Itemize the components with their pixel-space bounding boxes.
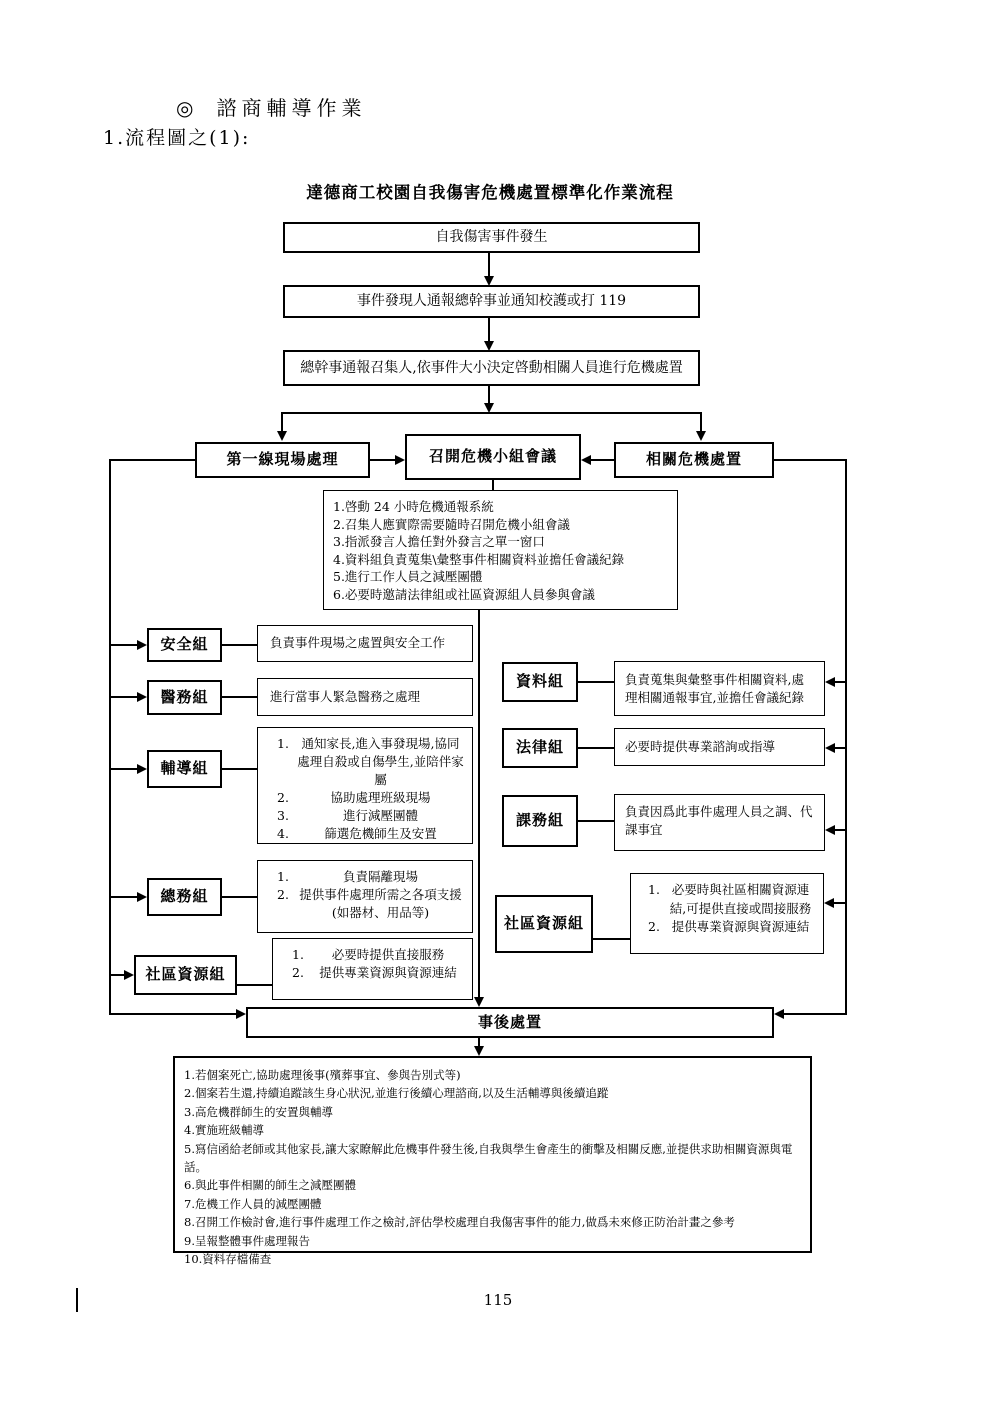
list-item-text: 提供專業資源與資源連結 [319, 965, 457, 980]
list-item [262, 825, 468, 843]
aftermath-item: 3.高危機群師生的安置與輔導 [184, 1104, 333, 1119]
list-item-number: 1. [292, 947, 304, 962]
meeting-tasks-box [323, 490, 678, 610]
group-desc-medical [257, 678, 473, 716]
arrow-right-icon [395, 455, 405, 465]
aftermath-item: 2.個案若生還,持續追蹤該生身心狀況,並進行後續心理諮商,以及生活輔導與後續追蹤 [184, 1086, 609, 1101]
group-desc-community-right [630, 873, 824, 954]
arrow-down-icon [696, 431, 706, 441]
list-item-text: 協助處理班級現場 [330, 790, 431, 805]
group-label: 安全組 [160, 635, 209, 654]
section-header [176, 92, 366, 121]
connector-line [834, 829, 846, 831]
arrow-left-icon [825, 677, 835, 687]
flow-step-label: 自我傷害事件發生 [435, 229, 548, 246]
flowchart-title: 達德商工校園自我傷害危機處置標準化作業流程 [306, 183, 674, 202]
meeting-task-item: 6.必要時邀請法律組或社區資源組人員參與會議 [333, 586, 595, 602]
arrow-down-icon [474, 1046, 484, 1056]
section-marker-icon: ◎ [176, 96, 199, 120]
numbered-list [258, 728, 472, 850]
list-item-text: 提供專業資源與資源連結 [671, 919, 810, 934]
flow-step-label: 事件發現人通報總幹事並通知校護或打 119 [356, 293, 627, 310]
group-box-counseling [147, 750, 222, 788]
aftermath-item: 8.召開工作檢討會,進行事件處理工作之檢討,評估學校處理自我傷害事件的能力,做爲未來修正防治計畫之參考 [184, 1215, 735, 1230]
connector-line [492, 480, 494, 490]
list-item-number: 1. [277, 736, 289, 751]
aftermath-item: 5.寫信函給老師或其他家長,讓大家瞭解此危機事件發生後,自我與學生會產生的衝擊及相關反應,並提供求助相關資源與電話。 [184, 1141, 793, 1175]
list-item [277, 964, 468, 982]
arrow-down-icon [474, 997, 484, 1007]
group-desc-legal [614, 728, 825, 766]
list-item [277, 946, 468, 964]
group-desc-counseling [257, 727, 473, 844]
list-item-number: 1. [648, 882, 660, 897]
connector-line [237, 984, 272, 986]
group-box-community-right [495, 895, 593, 953]
group-label: 課務組 [515, 811, 564, 830]
group-label: 社區資源組 [145, 965, 226, 984]
branch-label: 第一線現場處理 [226, 450, 339, 469]
branch-label: 相關危機處置 [645, 450, 742, 469]
group-box-general-affairs [147, 878, 222, 916]
connector-line [578, 681, 614, 683]
list-item [262, 789, 468, 807]
group-desc-text: 進行當事人緊急醫務之處理 [270, 688, 421, 704]
connector-line [578, 820, 614, 822]
list-item-text: 篩選危機師生及安置 [324, 826, 437, 841]
list-item [262, 807, 468, 825]
aftermath-item: 4.實施班級輔導 [184, 1123, 264, 1138]
connector-line [370, 459, 397, 461]
list-item-number: 4. [277, 826, 289, 841]
connector-line [110, 896, 138, 898]
group-desc-data [614, 661, 825, 716]
aftermath-detail-box [173, 1056, 812, 1267]
aftermath-item: 1.若個案死亡,協助處理後事(殯葬事宜、參與告別式等) [184, 1068, 461, 1082]
group-box-curriculum [502, 795, 578, 847]
list-item-number: 2. [648, 919, 660, 934]
group-box-security [147, 628, 222, 662]
arrow-left-icon [825, 825, 835, 835]
connector-line [222, 896, 257, 898]
connector-line [110, 974, 125, 976]
meeting-task-item: 5.進行工作人員之減壓團體 [333, 569, 483, 584]
connector-line [700, 412, 702, 432]
connector-line [110, 644, 138, 646]
connector-line [109, 459, 195, 461]
connector-line [593, 938, 630, 940]
arrow-right-icon [137, 764, 147, 774]
list-item-number: 1. [277, 869, 289, 884]
group-desc-community-left [272, 938, 473, 1000]
arrow-left-icon [825, 743, 835, 753]
group-desc-text: 負責因爲此事件處理人員之調、代課事宜 [625, 804, 813, 837]
numbered-list [273, 939, 472, 989]
aftermath-item: 7.危機工作人員的減壓團體 [184, 1196, 322, 1211]
group-box-medical [147, 680, 222, 715]
group-label: 社區資源組 [503, 914, 584, 933]
center-drop-line [478, 610, 480, 998]
section-header-label: 諮商輔導作業 [216, 96, 367, 120]
connector-line [222, 768, 257, 770]
margin-revision-bar [76, 1288, 78, 1312]
aftermath-box [246, 1007, 774, 1038]
connector-line [834, 747, 846, 749]
connector-line [110, 696, 138, 698]
aftermath-item: 9.呈報整體事件處理報告 [184, 1233, 310, 1248]
connector-line [578, 747, 614, 749]
numbered-list [258, 861, 472, 929]
list-item-number: 3. [277, 808, 289, 823]
branch-label: 召開危機小組會議 [428, 447, 557, 466]
list-item-text: 通知家長,進入事發現場,協同處理自殺或自傷學生,並陪伴家屬 [297, 736, 464, 787]
connector-line [774, 459, 847, 461]
subsection-header: 1.流程圖之(1): [103, 127, 251, 149]
list-item-text: 提供事件處理所需之各項支援(如器材、用品等) [299, 887, 462, 920]
connector-line [833, 902, 846, 904]
list-item-text: 進行減壓團體 [342, 808, 418, 823]
branch-related-handling-box [614, 442, 774, 478]
group-label: 醫務組 [160, 687, 209, 706]
arrow-down-icon [277, 431, 287, 441]
group-box-community-left [134, 955, 237, 995]
flow-step-convene [283, 350, 700, 386]
group-desc-text: 必要時提供專業諮詢或指導 [625, 738, 776, 754]
flow-step-report [283, 285, 700, 318]
flow-step-event-occurs [283, 222, 700, 253]
branch-line [282, 412, 702, 414]
group-label: 法律組 [515, 738, 564, 757]
arrow-left-icon [774, 1009, 784, 1019]
connector-line [281, 412, 283, 432]
arrow-right-icon [124, 970, 134, 980]
meeting-task-item: 4.資料組負責蒐集\彙整事件相關資料並擔任會議紀錄 [333, 551, 625, 567]
list-item [262, 868, 468, 886]
connector-line [488, 318, 490, 342]
group-desc-general-affairs [257, 860, 473, 933]
group-box-data [502, 662, 578, 702]
list-item-text: 必要時與社區相關資源連結,可提供直接或間接服務 [669, 882, 812, 916]
numbered-list [631, 874, 823, 944]
arrow-right-icon [137, 692, 147, 702]
list-item [635, 881, 819, 918]
aftermath-item: 6.與此事件相關的師生之減壓團體 [184, 1178, 356, 1193]
list-item [262, 735, 468, 789]
connector-line [590, 459, 614, 461]
aftermath-item: 10.資料存檔備查 [184, 1252, 272, 1267]
list-item [262, 886, 468, 922]
arrow-right-icon [236, 1009, 246, 1019]
group-desc-curriculum [614, 794, 825, 851]
list-item-number: 2. [277, 790, 289, 805]
connector-line [783, 1013, 846, 1015]
group-box-legal [502, 728, 578, 768]
connector-line [488, 386, 490, 404]
arrow-right-icon [137, 892, 147, 902]
flow-step-label: 總幹事通報召集人,依事件大小決定啓動相關人員進行危機處置 [300, 359, 683, 376]
branch-crisis-meeting-box [405, 434, 581, 480]
page-number: 115 [483, 1291, 513, 1309]
group-desc-security [257, 625, 473, 662]
group-desc-text: 負責蒐集與彙整事件相關資料,處理相關通報事宜,並擔任會議紀錄 [625, 671, 804, 705]
branch-frontline-box [195, 442, 370, 478]
group-label: 總務組 [160, 887, 209, 906]
list-item-text: 必要時提供直接服務 [331, 947, 445, 962]
connector-line [222, 644, 257, 646]
connector-line [109, 1013, 236, 1015]
group-label: 資料組 [515, 672, 564, 691]
aftermath-label: 事後處置 [477, 1012, 542, 1031]
meeting-task-item: 1.啓動 24 小時危機通報系統 [333, 499, 494, 514]
group-label: 輔導組 [160, 759, 209, 778]
connector-line [834, 681, 846, 683]
list-item-number: 2. [277, 887, 289, 902]
arrow-left-icon [581, 455, 591, 465]
connector-line [488, 253, 490, 277]
list-item-text: 負責隔離現場 [342, 869, 418, 884]
left-rail-line [109, 459, 111, 1015]
arrow-right-icon [137, 640, 147, 650]
arrow-left-icon [824, 898, 834, 908]
meeting-task-item: 3.指派發言人擔任對外發言之單一窗口 [333, 534, 545, 549]
list-item-number: 2. [292, 965, 304, 980]
group-desc-text: 負責事件現場之處置與安全工作 [270, 635, 446, 651]
right-rail-line [845, 459, 847, 1015]
list-item [635, 918, 819, 937]
meeting-task-item: 2.召集人應實際需要隨時召開危機小組會議 [333, 516, 570, 532]
connector-line [110, 768, 138, 770]
connector-line [222, 696, 257, 698]
